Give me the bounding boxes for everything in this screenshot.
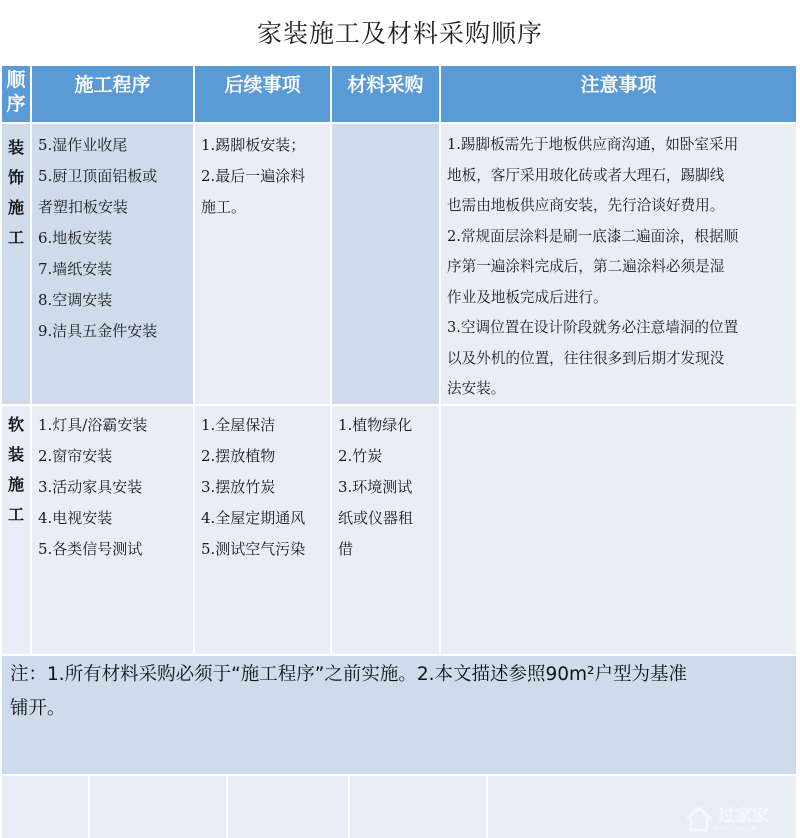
material-list-soft bbox=[338, 410, 439, 565]
list-item: 1.全屋保洁 bbox=[201, 416, 276, 434]
list-item: 8.空调安装 bbox=[38, 291, 113, 309]
header-material-label: 材料采购 bbox=[347, 74, 424, 96]
material-cell-soft bbox=[332, 406, 439, 654]
notes-line: 法安装。 bbox=[447, 380, 506, 397]
bottom-cell-3 bbox=[228, 776, 348, 838]
followup-list-decoration bbox=[201, 130, 330, 223]
header-procedure-label: 施工程序 bbox=[74, 74, 151, 96]
list-item: 施工。 bbox=[201, 198, 247, 216]
procedure-list-decoration bbox=[38, 130, 193, 347]
procedure-cell-soft bbox=[32, 406, 193, 654]
list-item: 2.窗帘安装 bbox=[38, 447, 113, 465]
list-item: 4.电视安装 bbox=[38, 509, 113, 527]
notes-line: 1.踢脚板需先于地板供应商沟通，如卧室采用 bbox=[447, 136, 739, 153]
row-label-soft-text: 软装施工 bbox=[7, 415, 24, 524]
header-procedure bbox=[32, 66, 193, 122]
bottom-cell-2 bbox=[90, 776, 226, 838]
list-item: 6.地板安装 bbox=[38, 229, 113, 247]
header-material bbox=[332, 66, 439, 122]
material-cell-decoration bbox=[332, 124, 439, 404]
footnote-text bbox=[10, 658, 796, 726]
list-item: 1.灯具/浴霸安装 bbox=[38, 416, 148, 434]
list-item: 3.活动家具安装 bbox=[38, 478, 143, 496]
notes-line: 作业及地板完成后进行。 bbox=[447, 288, 608, 306]
list-item: 3.摆放竹炭 bbox=[201, 478, 276, 496]
procedure-cell-decoration bbox=[32, 124, 193, 404]
list-item: 5.各类信号测试 bbox=[38, 540, 143, 558]
header-notes-label: 注意事项 bbox=[580, 74, 657, 96]
page-title: 家装施工及材料采购顺序 bbox=[256, 19, 543, 48]
list-item: 5.测试空气污染 bbox=[201, 540, 306, 558]
house-icon bbox=[684, 804, 714, 834]
list-item: 2.竹炭 bbox=[338, 447, 383, 465]
header-order bbox=[2, 66, 30, 122]
header-notes bbox=[441, 66, 796, 122]
notes-line: 以及外机的位置，往往很多到后期才发现没 bbox=[447, 349, 725, 367]
list-item: 3.环境测试 bbox=[338, 478, 413, 496]
procedure-list-soft bbox=[38, 410, 193, 565]
bottom-cell-1 bbox=[2, 776, 88, 838]
notes-line: 地板，客厅采用玻化砖或者大理石，踢脚线 bbox=[447, 166, 725, 184]
list-item: 9.洁具五金件安装 bbox=[38, 322, 158, 340]
header-followup bbox=[195, 66, 330, 122]
notes-text-decoration bbox=[447, 130, 796, 404]
row-label-soft bbox=[2, 406, 30, 654]
notes-line: 2.常规面层涂料是刷一底漆二遍面涂，根据顺 bbox=[447, 227, 739, 245]
header-order-label: 顺序 bbox=[6, 69, 26, 115]
list-item: 1.踢脚板安装； bbox=[201, 136, 306, 154]
list-item: 5.湿作业收尾 bbox=[38, 136, 128, 154]
list-item: 7.墙纸安装 bbox=[38, 260, 113, 278]
followup-cell-soft bbox=[195, 406, 330, 654]
notes-line: 3.空调位置在设计阶段就务必注意墙洞的位置 bbox=[447, 319, 739, 336]
watermark-text: 过家家 bbox=[718, 805, 769, 826]
table-sheet bbox=[0, 66, 800, 838]
footnote-line-1: 注：1.所有材料采购必须于“施工程序”之前实施。2.本文描述参照90m²户型为基准 bbox=[10, 664, 687, 685]
header-followup-label: 后续事项 bbox=[224, 74, 301, 96]
notes-cell-decoration bbox=[441, 124, 796, 404]
list-item: 4.全屋定期通风 bbox=[201, 509, 306, 527]
followup-list-soft bbox=[201, 410, 330, 565]
list-item: 5.厨卫顶面铝板或 bbox=[38, 167, 158, 185]
watermark-text-block bbox=[714, 806, 769, 833]
list-item: 者塑扣板安装 bbox=[38, 198, 129, 216]
list-item: 2.摆放植物 bbox=[201, 447, 276, 465]
notes-line: 序第一遍涂料完成后，第二遍涂料必须是湿 bbox=[447, 258, 725, 275]
row-label-decoration-text: 装饰施工 bbox=[7, 138, 24, 247]
footnote-cell bbox=[2, 656, 796, 774]
list-item: 纸或仪器租 bbox=[338, 509, 414, 527]
watermark-logo bbox=[684, 802, 794, 836]
bottom-cell-4 bbox=[350, 776, 486, 838]
notes-cell-soft bbox=[441, 406, 796, 654]
row-label-decoration bbox=[2, 124, 30, 404]
list-item: 借 bbox=[338, 540, 354, 558]
footnote-line-2: 铺开。 bbox=[10, 698, 66, 719]
list-item: 2.最后一遍涂料 bbox=[201, 167, 306, 185]
watermark-sub: GUOJIAJIA bbox=[714, 824, 757, 833]
followup-cell-decoration bbox=[195, 124, 330, 404]
notes-line: 也需由地板供应商安装，先行洽谈好费用。 bbox=[447, 197, 725, 214]
list-item: 1.植物绿化 bbox=[338, 416, 413, 434]
